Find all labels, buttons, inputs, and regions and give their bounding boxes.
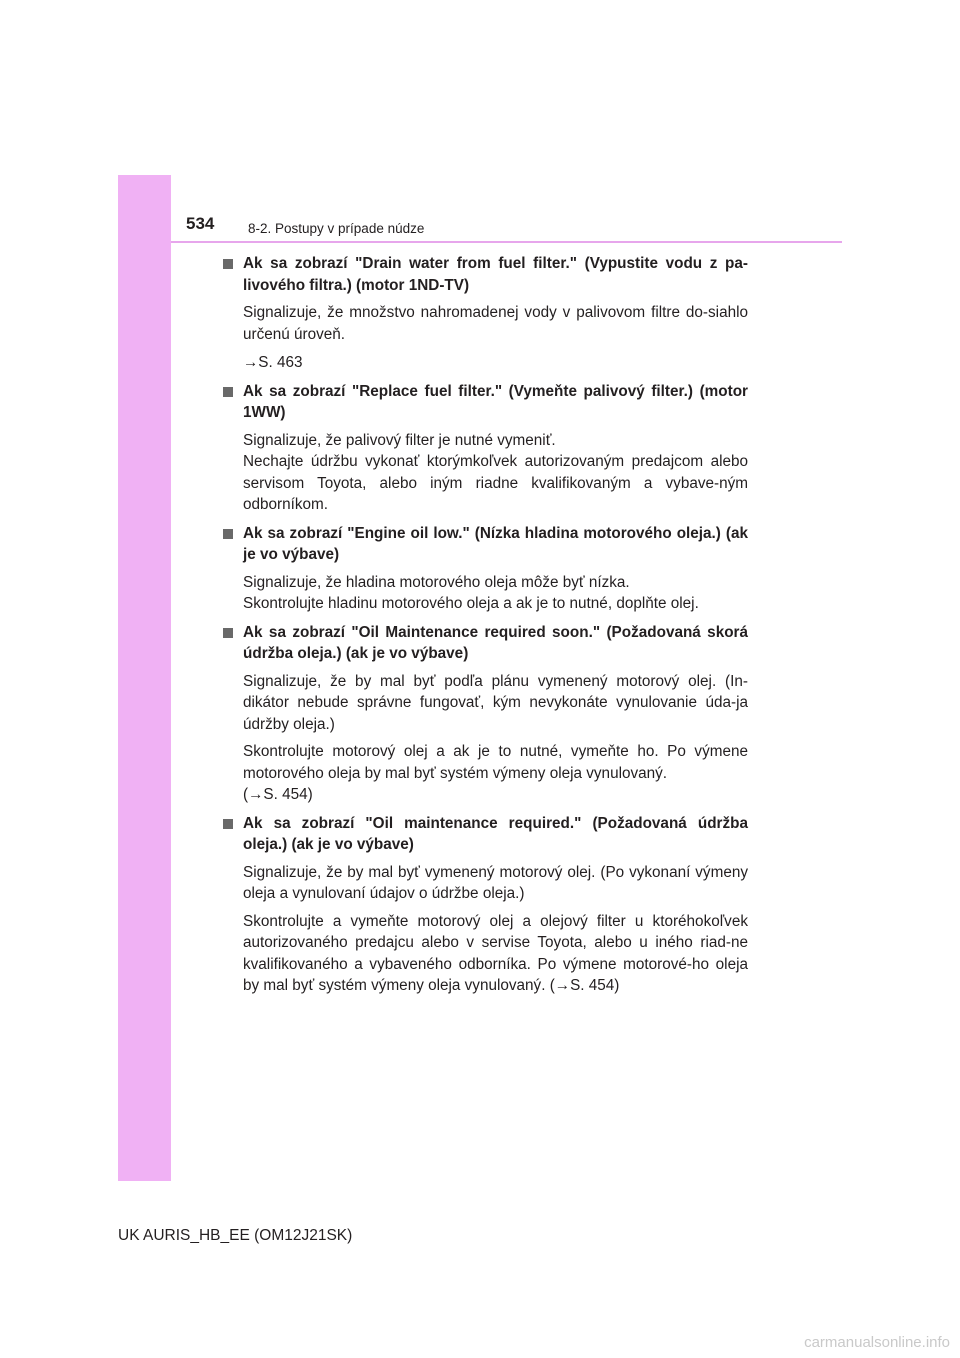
square-bullet-icon (223, 819, 233, 829)
message-heading (220, 813, 748, 856)
message-item (220, 253, 748, 374)
message-heading (220, 622, 748, 665)
section-title: 8-2. Postupy v prípade núdze (248, 221, 425, 236)
message-item (220, 622, 748, 806)
message-heading (220, 381, 748, 424)
message-heading-text: Ak sa zobrazí "Replace fuel filter." (Vymeňte palivový filter.) (motor 1WW) (243, 382, 748, 421)
text-line: Skontrolujte motorový olej a ak je to nutné, vymeňte ho. Po výmene motorového oleja by mal byť systém výmeny oleja vynulovaný. (243, 743, 748, 782)
header-divider (171, 241, 842, 243)
message-instruction (220, 911, 748, 997)
text-line: Signalizuje, že by mal byť vymenený motorový olej. (Po vykonaní výmeny oleja a vynulovaní údajov o údržbe oleja.) (243, 863, 748, 902)
message-description (220, 671, 748, 736)
message-instruction (220, 741, 748, 806)
message-description (220, 430, 748, 516)
message-description (220, 302, 748, 345)
message-heading (220, 523, 748, 566)
square-bullet-icon (223, 259, 233, 269)
message-heading-text: Ak sa zobrazí "Oil maintenance required." (Požadovaná údržba oleja.) (ak je vo výbave) (243, 814, 748, 853)
message-heading-text: Ak sa zobrazí "Engine oil low." (Nízka hladina motorového oleja.) (ak je vo výbave) (243, 524, 748, 563)
message-description (220, 572, 748, 615)
square-bullet-icon (223, 529, 233, 539)
message-item (220, 813, 748, 997)
square-bullet-icon (223, 387, 233, 397)
text-line: Signalizuje, že hladina motorového oleja môže byť nízka. (243, 573, 630, 591)
message-heading-text: Ak sa zobrazí "Drain water from fuel filter." (Vypustite vodu z pa-livového filtra.) (motor 1ND-TV) (243, 255, 748, 294)
text-line: Signalizuje, že množstvo nahromadenej vody v palivovom filtre do-siahlo určenú úroveň. (243, 304, 748, 343)
side-tab-band (118, 175, 171, 1181)
text-line: Skontrolujte hladinu motorového oleja a ak je to nutné, doplňte olej. (243, 595, 699, 612)
text-line: Signalizuje, že by mal byť podľa plánu vymenený motorový olej. (In-dikátor nebude správne fungovať, kým nevykonáte vynulovanie úda-ja údržby oleja.) (243, 672, 748, 733)
text-line: Signalizuje, že palivový filter je nutné vymeniť. (243, 431, 556, 449)
message-description (220, 862, 748, 905)
message-heading (220, 253, 748, 296)
page-reference-text: →S. 463 (243, 354, 303, 371)
message-heading-text: Ak sa zobrazí "Oil Maintenance required soon." (Požadovaná skorá údržba oleja.) (ak je vo výbave) (243, 623, 748, 662)
page-reference (220, 352, 748, 374)
content-body (220, 253, 748, 1004)
text-line: Skontrolujte a vymeňte motorový olej a olejový filter u ktoréhokoľvek autorizovaného predajcu alebo v servise Toyota, alebo u iného riad-ne kvalifikovaného a vybaveného odborníka. Po výmene motorové-ho oleja by mal byť systém výmeny oleja vynulovaný. (→S. 454) (243, 912, 748, 994)
message-item (220, 523, 748, 615)
text-line: Nechajte údržbu vykonať ktorýmkoľvek autorizovaným predajcom alebo servisom Toyota, alebo iným riadne kvalifikovaným a vybave-ným odborníkom. (243, 453, 748, 513)
page-number: 534 (186, 214, 215, 233)
page-reference-text: (→S. 454) (243, 786, 313, 803)
watermark-text: carmanualsonline.info (804, 1334, 950, 1351)
model-code-footer: UK AURIS_HB_EE (OM12J21SK) (118, 1227, 353, 1244)
square-bullet-icon (223, 628, 233, 638)
message-item (220, 381, 748, 516)
